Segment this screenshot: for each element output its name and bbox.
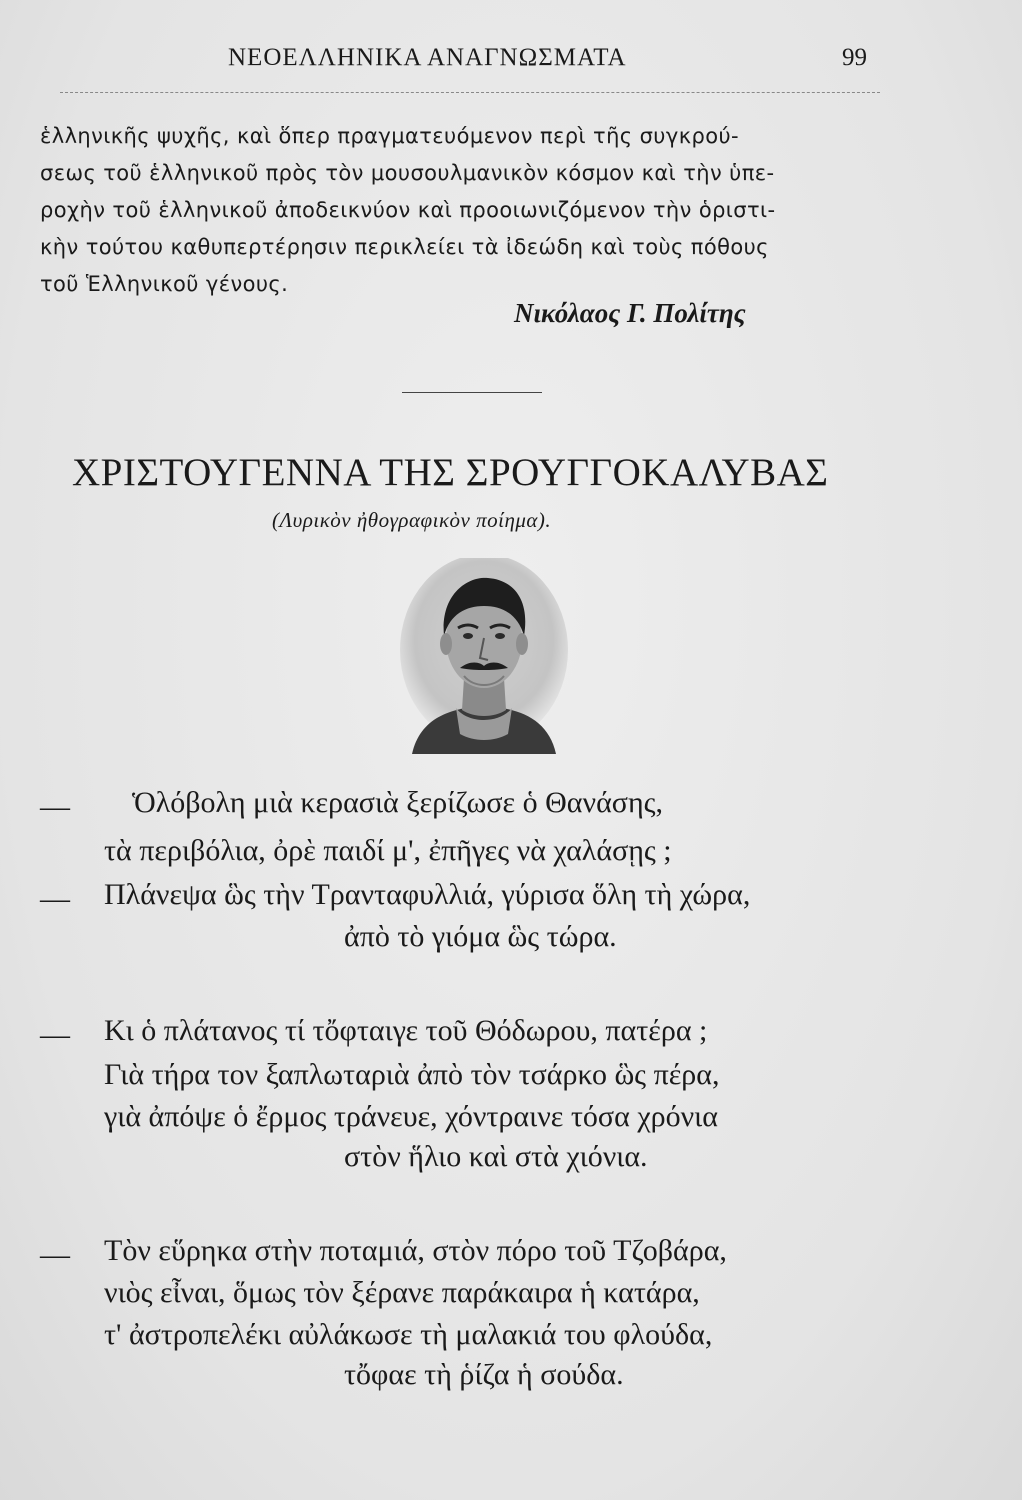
poem-line: νιὸς εἶναι, ὅμως τὸν ξέρανε παράκαιρα ἡ κατάρα, (104, 1276, 700, 1309)
poem-line: Ὁλόβολη μιὰ κερασιὰ ξερίζωσε ὁ Θανάσης, (132, 786, 664, 819)
poem-line: στὸν ἥλιο καὶ στὰ χιόνια. (344, 1140, 648, 1173)
poem-line: τὰ περιβόλια, ὀρὲ παιδί μ', ἐπῆγες νὰ χαλάσῃς ; (104, 834, 672, 867)
dialogue-dash: — (40, 790, 70, 823)
prose-line: τοῦ Ἑλληνικοῦ γένους. (40, 272, 289, 296)
poem-line: Πλάνεψα ὣς τὴν Τρανταφυλλιά, γύρισα ὅλη τὴ χώρα, (104, 878, 751, 911)
poem-line: Κι ὁ πλάτανος τί τὄφταιγε τοῦ Θόδωρου, πατέρα ; (104, 1014, 708, 1047)
running-title: ΝΕΟΕΛΛΗΝΙΚΑ ΑΝΑΓΝΩΣΜΑΤΑ (228, 44, 627, 71)
poem-subtitle: (Λυρικὸν ἠθογραφικὸν ποίημα). (272, 508, 552, 532)
dialogue-dash: — (40, 1018, 70, 1051)
author-portrait (398, 558, 570, 754)
author-signature: Νικόλαος Γ. Πολίτης (514, 298, 746, 328)
poem-line: γιὰ ἀπόψε ὁ ἔρμος τράνευε, χόντραινε τόσα χρόνια (104, 1100, 718, 1133)
poem-line: Τὸν εὕρηκα στὴν ποταμιά, στὸν πόρο τοῦ Τζοβάρα, (104, 1234, 727, 1267)
prose-line: ροχὴν τοῦ ἑλληνικοῦ ἀποδεικνύον καὶ προοιωνιζόμενον τὴν ὁριστι- (40, 198, 776, 222)
poem-line: τ' ἀστροπελέκι αὐλάκωσε τὴ μαλακιά του φλούδα, (104, 1318, 713, 1351)
poem-line: Γιὰ τήρα τον ξαπλωταριὰ ἀπὸ τὸν τσάρκο ὣς πέρα, (104, 1058, 720, 1091)
prose-line: κὴν τούτου καθυπερτέρησιν περικλείει τὰ ἰδεώδη καὶ τοὺς πόθους (40, 235, 769, 259)
page-number: 99 (842, 44, 867, 71)
header-rule (60, 92, 880, 93)
dialogue-dash: — (40, 882, 70, 915)
prose-line: ἑλληνικῆς ψυχῆς, καὶ ὅπερ πραγματευόμενον περὶ τῆς συγκρού- (40, 124, 739, 148)
section-separator (402, 392, 542, 393)
dialogue-dash: — (40, 1238, 70, 1271)
prose-paragraph (40, 118, 890, 303)
poem-line: τὄφαε τὴ ῥίζα ἡ σούδα. (344, 1358, 624, 1391)
prose-line: σεως τοῦ ἑλληνικοῦ πρὸς τὸν μουσουλμανικὸν κόσμον καὶ τὴν ὑπε- (40, 161, 775, 185)
poem-title: ΧΡΙΣΤΟΥΓΕΝΝΑ ΤΗΣ ΣΡΟΥΓΓΟΚΑΛΥΒΑΣ (72, 451, 829, 494)
poem-line: ἀπὸ τὸ γιόμα ὣς τώρα. (344, 920, 617, 953)
